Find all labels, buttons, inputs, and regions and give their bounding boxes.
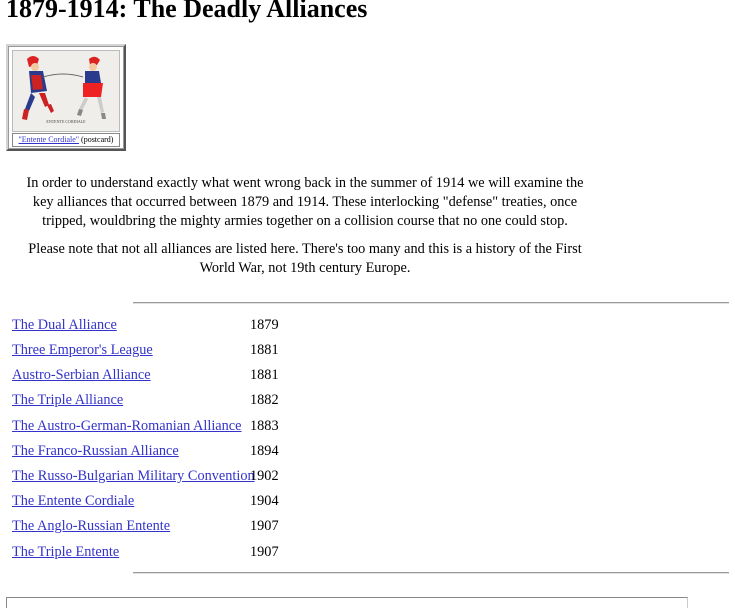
- alliance-link-anglo-russian-entente[interactable]: The Anglo-Russian Entente: [12, 518, 171, 534]
- alliance-link-austro-german-romanian-alliance[interactable]: The Austro-German-Romanian Alliance: [12, 418, 242, 434]
- alliance-link-franco-russian-alliance[interactable]: The Franco-Russian Alliance: [12, 443, 179, 459]
- alliance-row: [12, 466, 279, 486]
- alliance-year: 1907: [250, 518, 279, 534]
- alliance-link-triple-alliance[interactable]: The Triple Alliance: [12, 392, 124, 408]
- alliance-link-dual-alliance[interactable]: The Dual Alliance: [12, 317, 117, 333]
- alliance-year: 1879: [250, 317, 279, 333]
- alliance-row: [12, 340, 279, 360]
- figure-caption: [12, 133, 120, 147]
- caption-suffix: (postcard): [79, 135, 114, 144]
- svg-text:ENTENTE CORDIALE: ENTENTE CORDIALE: [46, 119, 86, 124]
- alliance-year: 1883: [250, 418, 279, 434]
- footer-box: [6, 597, 688, 608]
- alliance-year: 1881: [250, 342, 279, 358]
- divider-bottom: [133, 572, 729, 574]
- alliance-row: [12, 315, 279, 335]
- alliance-link-entente-cordiale[interactable]: The Entente Cordiale: [12, 493, 135, 509]
- page-title: 1879-1914: The Deadly Alliances: [6, 0, 368, 23]
- alliance-link-triple-entente[interactable]: The Triple Entente: [12, 544, 120, 560]
- alliance-year: 1894: [250, 443, 279, 459]
- entente-cordiale-caption-link[interactable]: "Entente Cordiale": [18, 135, 80, 144]
- alliance-link-russo-bulgarian-military-convention[interactable]: The Russo-Bulgarian Military Convention: [12, 468, 255, 484]
- alliance-year: 1907: [250, 544, 279, 560]
- alliance-year: 1882: [250, 392, 279, 408]
- alliance-row: [12, 542, 279, 562]
- alliance-row: [12, 365, 279, 385]
- intro-paragraph: In order to understand exactly what went wrong back in the summer of 1914 we will examine the key alliances that occurred between 1879 and 1914. These interlocking "defense" treaties, once tripped, wouldbring the mighty armies together on a collision course that no one could stop.: [26, 175, 584, 229]
- dancing-figures-illustration: [13, 51, 119, 131]
- divider-top: [133, 302, 729, 304]
- postcard-figure: [6, 44, 126, 151]
- alliance-row: [12, 416, 279, 436]
- alliance-row: [12, 441, 279, 461]
- alliance-year: 1902: [250, 468, 279, 484]
- alliance-row: [12, 390, 279, 410]
- alliance-row: [12, 516, 279, 536]
- entente-cordiale-postcard-image[interactable]: [12, 50, 120, 132]
- alliance-year: 1904: [250, 493, 279, 509]
- alliance-year: 1881: [250, 367, 279, 383]
- alliance-link-austro-serbian-alliance[interactable]: Austro-Serbian Alliance: [12, 367, 151, 383]
- alliance-link-three-emperors-league[interactable]: Three Emperor's League: [12, 342, 153, 358]
- alliance-row: [12, 491, 279, 511]
- note-paragraph: Please note that not all alliances are listed here. There's too many and this is a history of the First World War, not 19th century Europe.: [28, 241, 582, 276]
